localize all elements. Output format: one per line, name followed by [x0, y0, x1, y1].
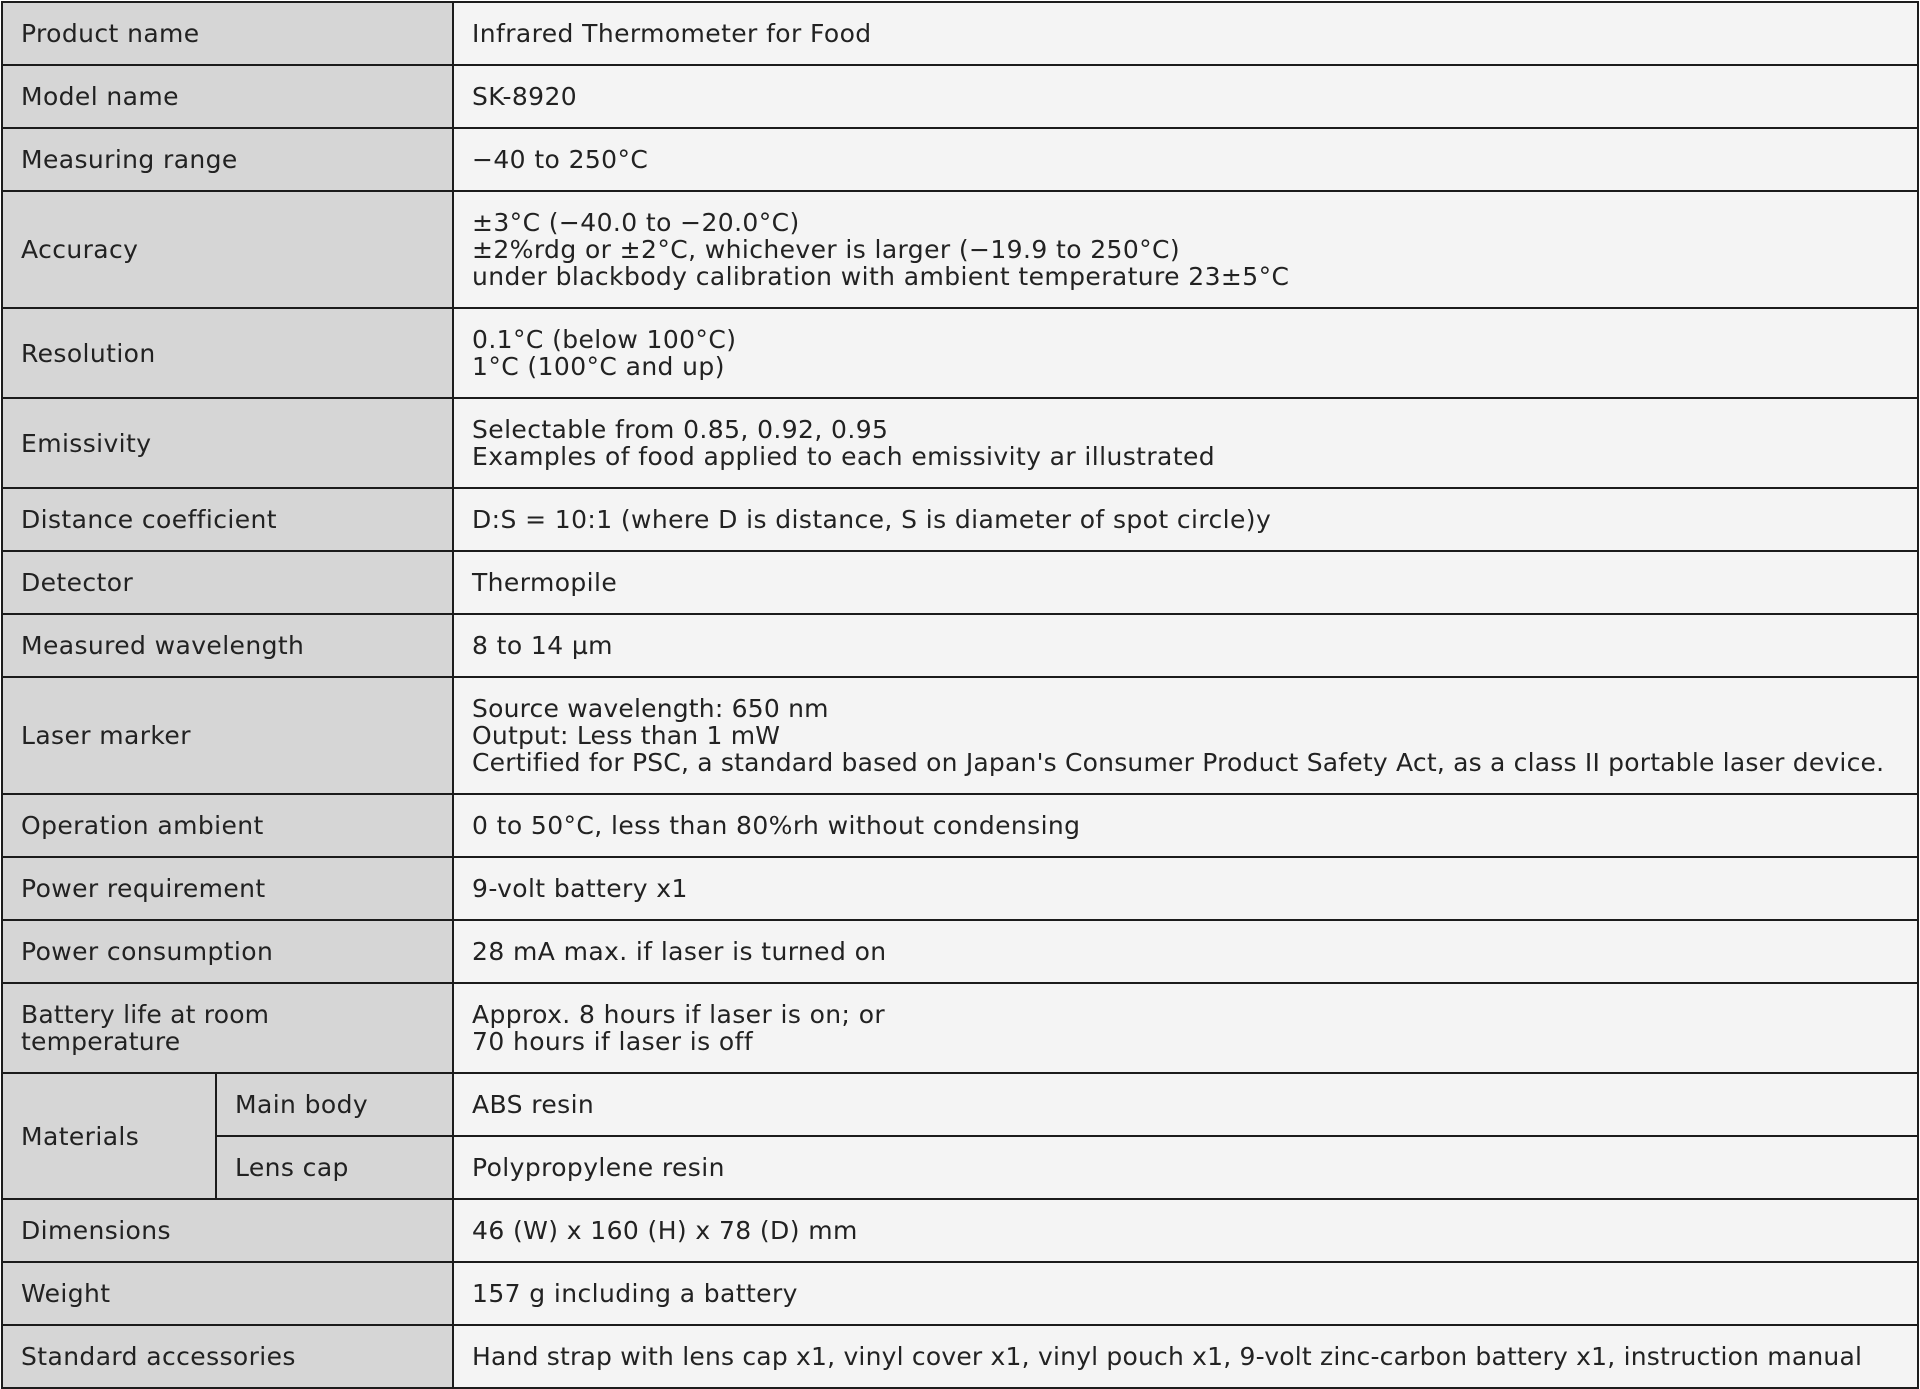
- row-label: Laser marker: [2, 677, 453, 794]
- row-label: Standard accessories: [2, 1325, 453, 1388]
- row-value: −40 to 250°C: [453, 128, 1918, 191]
- row-label: Battery life at room temperature: [2, 983, 453, 1073]
- row-measuring-range: [2, 128, 1918, 191]
- materials-label: Materials: [2, 1073, 216, 1199]
- row-value: 46 (W) x 160 (H) x 78 (D) mm: [453, 1199, 1918, 1262]
- row-materials-lens-cap: [2, 1136, 1918, 1199]
- row-weight: [2, 1262, 1918, 1325]
- row-label: Power requirement: [2, 857, 453, 920]
- row-value: 9-volt battery x1: [453, 857, 1918, 920]
- row-value: SK-8920: [453, 65, 1918, 128]
- row-value: Selectable from 0.85, 0.92, 0.95 Examples of food applied to each emissivity ar illustrated: [453, 398, 1918, 488]
- row-detector: [2, 551, 1918, 614]
- row-resolution: [2, 308, 1918, 398]
- row-distance-coefficient: [2, 488, 1918, 551]
- row-value: ±3°C (−40.0 to −20.0°C) ±2%rdg or ±2°C, whichever is larger (−19.9 to 250°C) under blackbody calibration with ambient temperature 23±5°C: [453, 191, 1918, 308]
- row-label: Product name: [2, 2, 453, 65]
- row-label: Emissivity: [2, 398, 453, 488]
- row-label: Distance coefficient: [2, 488, 453, 551]
- row-standard-accessories: [2, 1325, 1918, 1388]
- row-measured-wavelength: [2, 614, 1918, 677]
- row-value: 0.1°C (below 100°C) 1°C (100°C and up): [453, 308, 1918, 398]
- row-label: Operation ambient: [2, 794, 453, 857]
- row-label: Detector: [2, 551, 453, 614]
- row-value: 0 to 50°C, less than 80%rh without condensing: [453, 794, 1918, 857]
- row-value: 8 to 14 µm: [453, 614, 1918, 677]
- sub-label: Lens cap: [216, 1136, 453, 1199]
- row-value: 157 g including a battery: [453, 1262, 1918, 1325]
- row-value: Polypropylene resin: [453, 1136, 1918, 1199]
- row-laser-marker: [2, 677, 1918, 794]
- row-product-name: [2, 2, 1918, 65]
- row-model-name: [2, 65, 1918, 128]
- row-value: Approx. 8 hours if laser is on; or 70 hours if laser is off: [453, 983, 1918, 1073]
- row-label: Model name: [2, 65, 453, 128]
- row-label: Accuracy: [2, 191, 453, 308]
- row-value: Hand strap with lens cap x1, vinyl cover x1, vinyl pouch x1, 9-volt zinc-carbon battery x1, instruction manual: [453, 1325, 1918, 1388]
- row-value: Thermopile: [453, 551, 1918, 614]
- row-battery-life: [2, 983, 1918, 1073]
- row-accuracy: [2, 191, 1918, 308]
- spec-table: [1, 1, 1919, 1389]
- row-value: D:S = 10:1 (where D is distance, S is diameter of spot circle)y: [453, 488, 1918, 551]
- row-label: Measuring range: [2, 128, 453, 191]
- row-label: Weight: [2, 1262, 453, 1325]
- row-label: Dimensions: [2, 1199, 453, 1262]
- row-value: Source wavelength: 650 nm Output: Less than 1 mW Certified for PSC, a standard based on Japan's Consumer Product Safety Act, as a class II portable laser device.: [453, 677, 1918, 794]
- row-label: Measured wavelength: [2, 614, 453, 677]
- row-label: Resolution: [2, 308, 453, 398]
- sub-label: Main body: [216, 1073, 453, 1136]
- row-label: Power consumption: [2, 920, 453, 983]
- row-value: ABS resin: [453, 1073, 1918, 1136]
- row-power-consumption: [2, 920, 1918, 983]
- row-power-requirement: [2, 857, 1918, 920]
- row-materials-main-body: [2, 1073, 1918, 1136]
- row-operation-ambient: [2, 794, 1918, 857]
- row-value: Infrared Thermometer for Food: [453, 2, 1918, 65]
- row-dimensions: [2, 1199, 1918, 1262]
- row-emissivity: [2, 398, 1918, 488]
- row-value: 28 mA max. if laser is turned on: [453, 920, 1918, 983]
